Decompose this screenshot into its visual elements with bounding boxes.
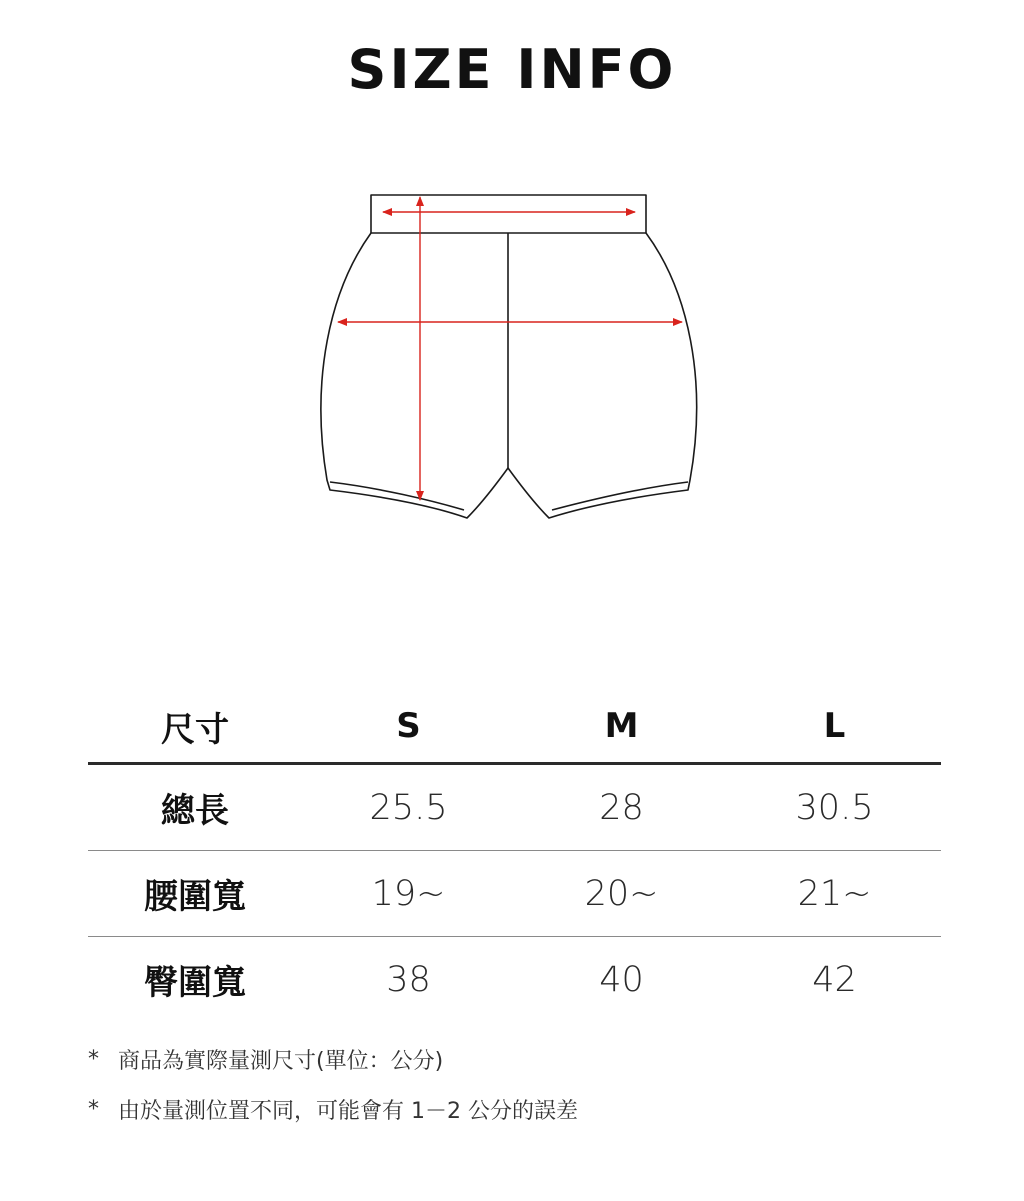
note-item	[88, 1034, 948, 1084]
table-row	[88, 937, 941, 1022]
asterisk-bullet: *	[88, 1046, 99, 1072]
total-length-s: 25.5	[369, 787, 448, 828]
left-leg-outline	[321, 233, 508, 518]
total-length-l: 30.5	[795, 787, 874, 828]
waistband	[371, 195, 646, 233]
shorts-outline	[321, 195, 697, 518]
asterisk-bullet: *	[88, 1096, 99, 1122]
row-label-waist: 腰圍寬	[144, 877, 246, 917]
hip-s: 38	[386, 959, 431, 1000]
row-label-total-length: 總長	[161, 791, 229, 831]
right-hem-line	[552, 482, 688, 510]
hip-m: 40	[599, 959, 644, 1000]
size-notes	[88, 1034, 948, 1134]
note-text: 商品為實際量測尺寸(單位：公分)	[118, 1048, 444, 1074]
measurement-lines	[338, 197, 682, 500]
size-table-header	[88, 690, 941, 762]
total-length-m: 28	[599, 787, 644, 828]
size-m-header: M	[604, 706, 639, 746]
right-leg-outline	[508, 233, 697, 518]
page-title: SIZE INFO	[347, 38, 677, 101]
table-row	[88, 851, 941, 936]
note-text: 由於量測位置不同，可能會有 1－2 公分的誤差	[118, 1098, 578, 1124]
waist-m: 20~	[584, 873, 659, 914]
hip-l: 42	[812, 959, 857, 1000]
size-table	[88, 690, 941, 1022]
row-label-hip: 臀圍寬	[144, 963, 246, 1003]
table-row	[88, 765, 941, 850]
waist-s: 19~	[371, 873, 446, 914]
note-item	[88, 1084, 948, 1134]
left-hem-line	[330, 482, 464, 510]
size-l-header: L	[823, 706, 846, 746]
size-s-header: S	[396, 706, 421, 746]
waist-l: 21~	[797, 873, 872, 914]
header-label: 尺寸	[161, 709, 229, 750]
